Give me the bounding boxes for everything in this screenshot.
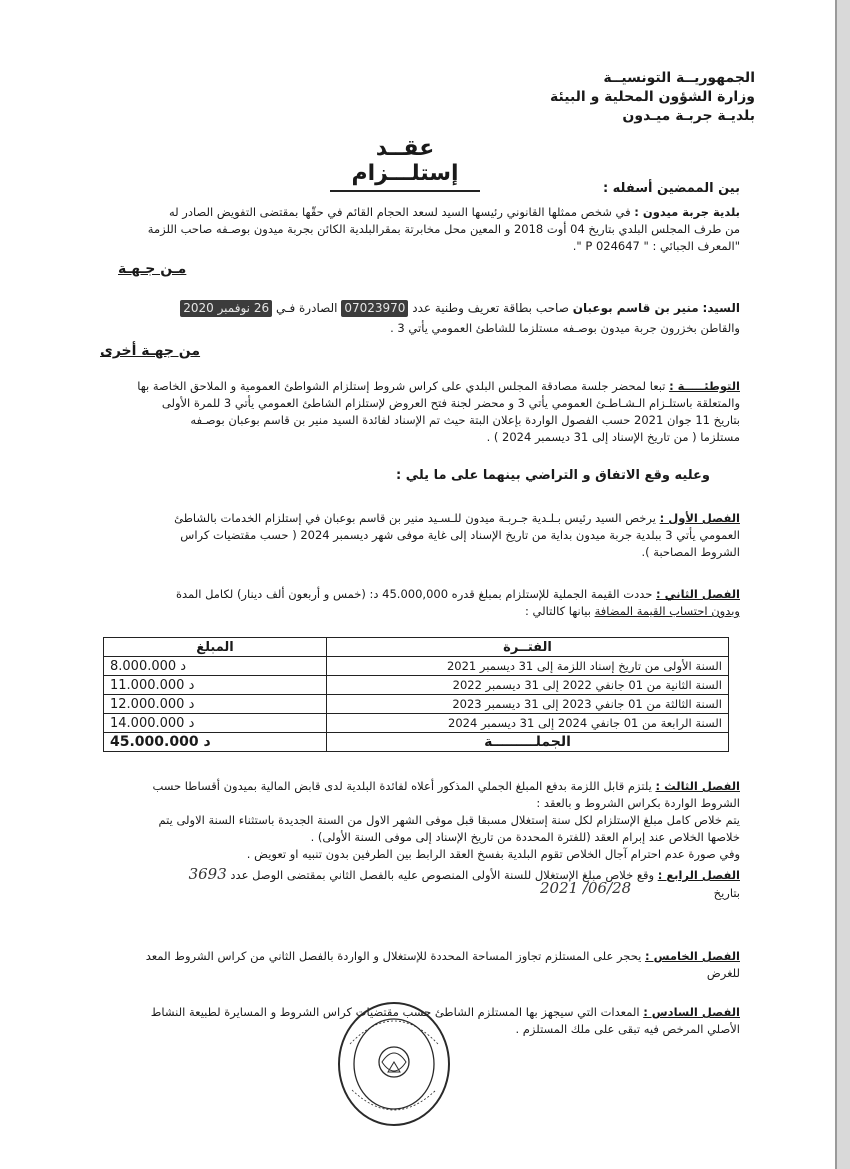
party2-name: منير بن قاسم بوعبان <box>572 301 699 315</box>
art6-label: الفصل السادس : <box>643 1005 740 1019</box>
table-row <box>104 714 729 733</box>
party2-label: السيد: <box>702 301 740 315</box>
party2-line1 <box>180 300 740 317</box>
art2-text1: حددت القيمة الجملية للإستلزام بمبلغ قدره 45.000,000 د: (خمس و أربعون ألف دينار) لكامل المدة <box>176 587 653 601</box>
art4-line1 <box>189 866 740 884</box>
art4-text1: وقع خلاص مبلغ الإستغلال للسنة الأولى المنصوص عليه بالفصل الثاني بمقتضى الوصل عدد <box>230 868 655 882</box>
art1-line1 <box>174 510 740 527</box>
preamble-line3: بتاريخ 11 جوان 2021 حسب الفصول الواردة بإعلان البتة حيث تم الإسناد لفائدة السيد منير بن قاسم بوعبان بوصـفه <box>190 413 740 427</box>
art2-line1 <box>176 586 740 603</box>
party2-line2: والقاطن بخزرون جربة ميدون بوصـفه مستلزما للشاطئ العمومي يأتي 3 . <box>390 321 740 335</box>
art2-line2 <box>525 603 740 620</box>
preamble-line2: والمتعلقة باستلـزام الـشـاطـئ العمومي يأتي 3 و محضر لجنة فتح العروض لإستلزام الشاطئ العمومي يأتي 3 للمرة الأولى <box>161 396 740 410</box>
art5-line2: للغرض <box>706 966 740 980</box>
party2-text2: الصادرة فـي <box>275 301 338 315</box>
party1-name: بلدية جربة ميدون : <box>634 205 740 219</box>
art3-line5: وفي صورة عدم احترام آجال الخلاص تقوم البلدية بفسخ العقد الرابط بين الطرفين بدون تنبيه او تعويض . <box>246 847 740 861</box>
art3-text1: يلتزم قابل اللزمة بدفع المبلغ الجملي المذكور أعلاه لفائدة البلدية لدى قابض المالية بميدون أقساطا حسب <box>152 779 652 793</box>
party1-side-label: مـن جـهـة <box>118 261 187 277</box>
art2-vat-note: وبدون احتساب القيمة المضافة <box>594 604 740 618</box>
art5-text1: يحجر على المستلزم تجاوز المساحة المحددة للإستغلال و الواردة بالفصل الثاني من كراس الشروط المعد <box>145 949 642 963</box>
period-cell: السنة الرابعة من 01 جانفي 2024 إلى 31 ديسمبر 2024 <box>327 714 729 733</box>
official-stamp-icon <box>336 1000 452 1128</box>
amount-cell: 8.000.000 د <box>104 657 327 676</box>
party1-line1 <box>169 204 740 221</box>
total-amount-cell: 45.000.000 د <box>104 733 327 752</box>
payment-schedule-table <box>103 637 729 752</box>
scan-edge-shadow <box>835 0 850 1169</box>
art3-line4: خلاصها الخلاص عند إبرام العقد (للفترة المحددة من تاريخ الإسناد إلى موفى السنة الأولى) . <box>310 830 740 844</box>
header-municipality: بلديـة جربـة ميـدون <box>622 108 755 124</box>
preamble-label: التوطئـــــة : <box>669 379 740 393</box>
art1-line3: الشروط المصاحبة ). <box>641 545 740 559</box>
art6-line2: الأصلي المرخص فيه تبقى على ملك المستلزم . <box>515 1022 740 1036</box>
issue-date-redacted: 26 نوفمبر 2020 <box>180 300 272 317</box>
art3-label: الفصل الثالث : <box>655 779 740 793</box>
table-row <box>104 657 729 676</box>
art6-text1: المعدات التي سيجهز بها المستلزم الشاطئ حسب مقتضيات كراس الشروط و المسايرة لطبيعة النشاط <box>150 1005 640 1019</box>
preamble-line1 <box>137 378 740 395</box>
col-period-header: الفتــرة <box>327 638 729 657</box>
party2-side-label: من جهـة أخرى <box>100 343 201 359</box>
total-label-cell: الجملـــــــــة <box>327 733 729 752</box>
party1-text1: في شخص ممثلها القانوني رئيسها السيد لسعد الحجام القائم في حقّها بمقتضى التفويض الصادر له <box>168 205 631 219</box>
preamble-text1: تبعا لمحضر جلسة مصادقة المجلس البلدي على كراس شروط إستلزام الشواطئ العمومية و الملاحق الخاصة بها <box>137 379 666 393</box>
art1-text1: يرخص السيد رئيس بـلـدية جـربـة ميدون للـسـيد منير بن قاسم بوعبان في إستلزام الخدمات بالشاطئ <box>174 511 656 525</box>
art1-label: الفصل الأول : <box>659 511 740 525</box>
amount-cell: 12.000.000 د <box>104 695 327 714</box>
agreement-line: وعليه وقع الاتفاق و التراضي بينهما على ما يلي : <box>395 468 710 483</box>
art1-line2: العمومي يأتي 3 ببلدية جربة ميدون بداية من تاريخ الإسناد إلى غاية موفى شهر ديسمبر 2024 ( حسب مقتضيات كراس <box>180 528 740 542</box>
art2-text2: بيانها كالتالي : <box>525 604 591 618</box>
table-row <box>104 695 729 714</box>
art4-line2: بتاريخ <box>713 886 740 900</box>
party1-line3: "المعرف الجبائي : " 024647 P ". <box>572 239 740 253</box>
art3-line2: الشروط الواردة بكراس الشروط و بالعقد : <box>536 796 740 810</box>
preamble-line4: مستلزما ( من تاريخ الإسناد إلى 31 ديسمبر 2024 ) . <box>486 430 740 444</box>
id-number-redacted: 07023970 <box>341 300 408 317</box>
party2-text1: صاحب بطاقة تعريف وطنية عدد <box>412 301 569 315</box>
table-total-row <box>104 733 729 752</box>
page-title: عقــد إستلـــزام <box>330 136 480 192</box>
amount-cell: 14.000.000 د <box>104 714 327 733</box>
receipt-number-handwritten: 3693 <box>188 865 227 883</box>
col-amount-header: المبلغ <box>104 638 327 657</box>
header-ministry: وزارة الشؤون المحلية و البيئة <box>550 89 755 105</box>
art3-line3: يتم خلاص كامل مبلغ الإستلزام لكل سنة إستغلال مسبقا قبل موفى الشهر الاول من السنة الجديدة باستثناء السنة الاولى يتم <box>158 813 740 827</box>
intro-line: بين الممضين أسفله : <box>602 181 740 196</box>
table-row <box>104 676 729 695</box>
period-cell: السنة الأولى من تاريخ إسناد اللزمة إلى 31 ديسمبر 2021 <box>327 657 729 676</box>
amount-cell: 11.000.000 د <box>104 676 327 695</box>
period-cell: السنة الثانية من 01 جانفي 2022 إلى 31 ديسمبر 2022 <box>327 676 729 695</box>
art5-line1 <box>146 948 740 965</box>
table-header-row <box>104 638 729 657</box>
header-country: الجمهوريــة التونسيــة <box>603 70 755 86</box>
payment-date-handwritten: 2021 /06/28 <box>540 879 632 897</box>
period-cell: السنة الثالثة من 01 جانفي 2023 إلى 31 ديسمبر 2023 <box>327 695 729 714</box>
art3-line1 <box>152 778 740 795</box>
party1-line2: من طرف المجلس البلدي بتاريخ 04 أوت 2018 و المعين محل مخابرتة بمقرالبلدية الكائن بجربة ميدون بوصـفه صاحب اللزمة <box>147 222 740 236</box>
art2-label: الفصل الثاني : <box>656 587 740 601</box>
art5-label: الفصل الخامس : <box>645 949 740 963</box>
art4-label: الفصل الرابع : <box>657 868 740 882</box>
